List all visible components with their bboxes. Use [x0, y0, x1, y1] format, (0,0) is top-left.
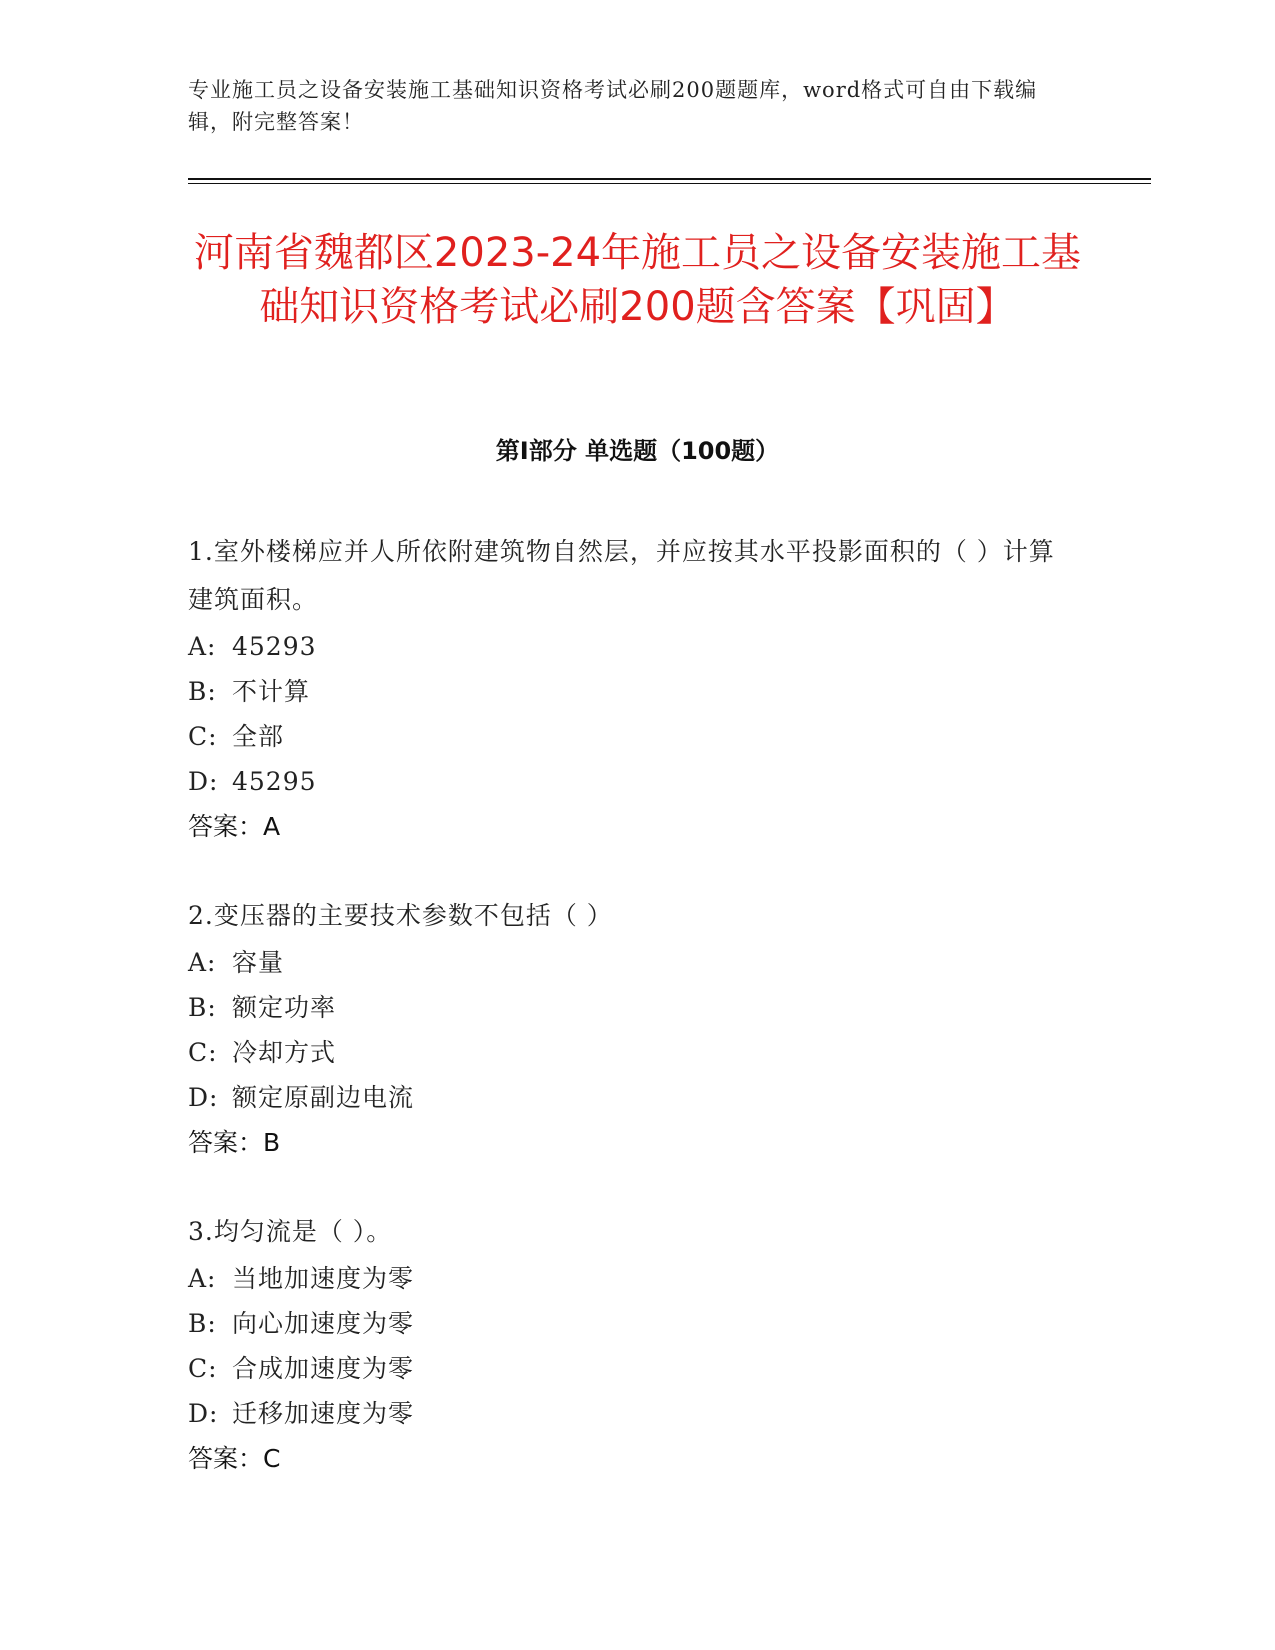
question-text: 1.室外楼梯应并人所依附建筑物自然层，并应按其水平投影面积的（ ）计算建筑面积。 — [188, 537, 1055, 614]
option-letter: C: — [188, 1354, 218, 1383]
option-letter: A: — [188, 632, 217, 661]
question-list — [188, 528, 1068, 1524]
option-letter: D: — [188, 1083, 219, 1112]
option-letter: A: — [188, 1264, 217, 1293]
option-text: 全部 — [232, 722, 285, 751]
question-text: 3.均匀流是（ ）。 — [188, 1217, 393, 1246]
option-text: 向心加速度为零 — [232, 1309, 415, 1338]
option-b — [188, 669, 1068, 714]
header-note: 专业施工员之设备安装施工基础知识资格考试必刷200题题库，word格式可自由下载编辑，附完整答案！ — [188, 78, 1038, 134]
option-b — [188, 1301, 1068, 1346]
option-letter: B: — [188, 993, 217, 1022]
option-letter: C: — [188, 1038, 218, 1067]
option-text: 45293 — [232, 632, 317, 661]
option-d — [188, 1075, 1068, 1120]
option-a — [188, 1256, 1068, 1301]
option-text: 不计算 — [232, 677, 311, 706]
option-letter: C: — [188, 722, 218, 751]
option-d — [188, 759, 1068, 804]
document-title: 河南省魏都区2023-24年施工员之设备安装施工基础知识资格考试必刷200题含答案【巩固】 — [193, 230, 1082, 330]
option-text: 迁移加速度为零 — [232, 1399, 415, 1428]
option-letter: B: — [188, 1309, 217, 1338]
option-text: 45295 — [232, 767, 317, 796]
option-letter: A: — [188, 948, 217, 977]
section-title: 第Ⅰ部分 单选题（100题） — [495, 437, 780, 465]
option-c — [188, 1346, 1068, 1391]
option-text: 合成加速度为零 — [232, 1354, 415, 1383]
answer-line: 答案：C — [188, 1444, 281, 1473]
option-c — [188, 1030, 1068, 1075]
header-rule-thick — [188, 178, 1151, 180]
header-rule-thin — [188, 183, 1151, 184]
option-letter: D: — [188, 1399, 219, 1428]
option-text: 当地加速度为零 — [232, 1264, 415, 1293]
question-text: 2.变压器的主要技术参数不包括（ ） — [188, 901, 613, 930]
option-d — [188, 1391, 1068, 1436]
option-text: 额定原副边电流 — [232, 1083, 415, 1112]
option-a — [188, 940, 1068, 985]
question-3 — [188, 1208, 1068, 1481]
option-text: 容量 — [232, 948, 285, 977]
option-a — [188, 624, 1068, 669]
option-letter: D: — [188, 767, 219, 796]
answer-line: 答案：A — [188, 812, 281, 841]
option-letter: B: — [188, 677, 217, 706]
question-2 — [188, 892, 1068, 1165]
question-1 — [188, 528, 1068, 849]
option-c — [188, 714, 1068, 759]
option-b — [188, 985, 1068, 1030]
option-text: 冷却方式 — [232, 1038, 337, 1067]
answer-line: 答案：B — [188, 1128, 281, 1157]
option-text: 额定功率 — [232, 993, 337, 1022]
